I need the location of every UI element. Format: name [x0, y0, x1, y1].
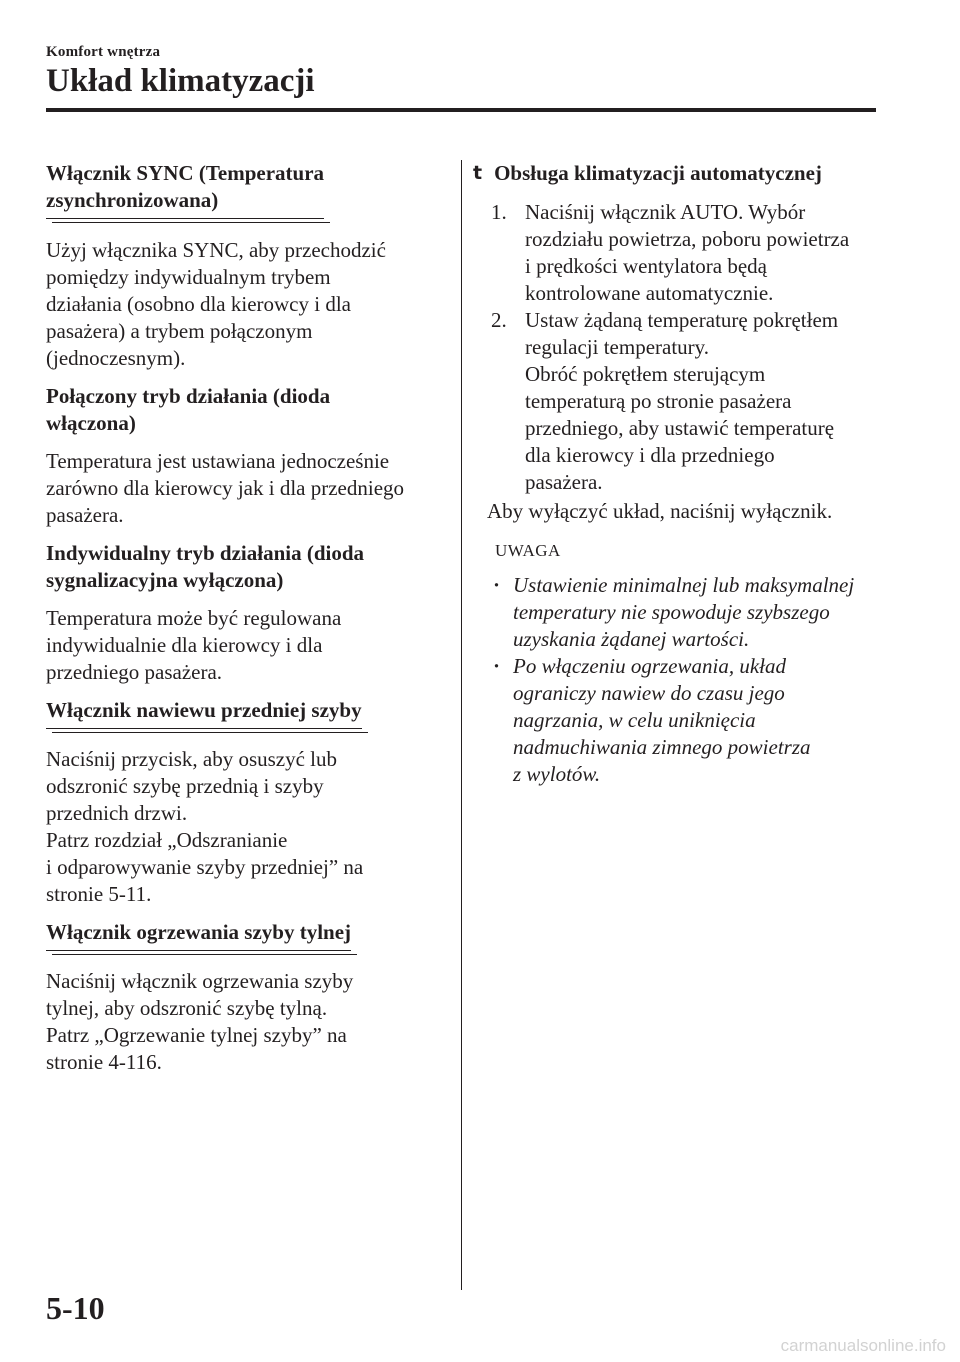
text-line: i odparowywanie szyby przedniej” na [46, 855, 364, 879]
paragraph-windshield-defroster [46, 746, 438, 908]
page-number: 5-10 [46, 1290, 105, 1326]
heading-individual-mode [46, 540, 438, 594]
paragraph-sync [46, 237, 438, 372]
text-line: indywidualnie dla kierowcy i dla [46, 633, 323, 657]
page-header [46, 44, 876, 100]
bullet-icon: · [493, 573, 501, 597]
text-line: włączona) [46, 411, 136, 435]
text-line: sygnalizacyjna wyłączona) [46, 568, 284, 592]
text-line: Patrz rozdział „Odszranianie [46, 828, 288, 852]
heading-sync-line1: Włącznik SYNC (Temperatura [46, 161, 325, 185]
right-column [473, 160, 887, 788]
text-line: z wylotów. [513, 762, 601, 786]
bullet-icon: · [493, 654, 501, 678]
text-line: regulacji temperatury. [525, 335, 710, 359]
text-line: dla kierowcy i dla przedniego [525, 443, 775, 467]
heading-combined-mode [46, 383, 438, 437]
text-line: działania (osobno dla kierowcy i dla [46, 292, 351, 316]
text-line: przednich drzwi. [46, 801, 188, 825]
text-line: Naciśnij włącznik AUTO. Wybór [525, 200, 806, 224]
heading-rear-defroster: Włącznik ogrzewania szyby tylnej [46, 919, 351, 951]
text-line: Temperatura może być regulowana [46, 606, 342, 630]
note-label: UWAGA [495, 541, 561, 560]
text-line: i prędkości wentylatora będą [525, 254, 767, 278]
text-line: Obróć pokrętłem sterującym [525, 362, 766, 386]
paragraph-combined-mode [46, 448, 438, 529]
page-title: Układ klimatyzacji [46, 63, 315, 99]
heading-text: Obsługa klimatyzacji automatycznej [494, 161, 822, 185]
text-line: przedniego pasażera. [46, 660, 223, 684]
text-line: nadmuchiwania zimnego powietrza [513, 735, 811, 759]
text-line: tylnej, aby odszronić szybę tylną. [46, 996, 328, 1020]
text-line: pasażera. [525, 470, 603, 494]
text-line: Połączony tryb działania (dioda [46, 384, 331, 408]
section-label: Komfort wnętrza [46, 44, 161, 60]
text-line: pasażera) a trybem połączonym [46, 319, 313, 343]
text-line: przedniego, aby ustawić temperaturę [525, 416, 835, 440]
text-line: stronie 4-116. [46, 1050, 162, 1074]
text-line: temperaturą po stronie pasażera [525, 389, 792, 413]
text-line: nagrzania, w celu uniknięcia [513, 708, 756, 732]
step-number: 1. [491, 200, 507, 224]
text-line: zarówno dla kierowcy jak i dla przedniego [46, 476, 405, 500]
list-item [487, 307, 887, 496]
paragraph-rear-defroster [46, 968, 438, 1076]
text-line: (jednoczesnym). [46, 346, 186, 370]
off-instruction: Aby wyłączyć układ, naciśnij wyłącznik. [487, 499, 833, 523]
text-line: odszronić szybę przednią i szyby [46, 774, 324, 798]
text-line: pomiędzy indywidualnym trybem [46, 265, 331, 289]
step-number: 2. [491, 308, 507, 332]
text-line: Temperatura jest ustawiana jednocześnie [46, 449, 390, 473]
paragraph-individual-mode [46, 605, 438, 686]
header-rule [46, 108, 876, 112]
text-line: ograniczy nawiew do czasu jego [513, 681, 785, 705]
section-marker-icon: t [473, 162, 483, 184]
left-column [46, 160, 438, 1087]
text-line: Naciśnij przycisk, aby osuszyć lub [46, 747, 338, 771]
watermark: carmanualsonline.info [780, 1336, 946, 1355]
list-item [487, 199, 887, 307]
text-line: Po włączeniu ogrzewania, układ [513, 654, 786, 678]
text-line: rozdziału powietrza, poboru powietrza [525, 227, 850, 251]
text-line: pasażera. [46, 503, 124, 527]
text-line: Patrz „Ogrzewanie tylnej szyby” na [46, 1023, 347, 1047]
column-divider [461, 160, 462, 1290]
text-line: Indywidualny tryb działania (dioda [46, 541, 365, 565]
heading-automatic-operation [473, 160, 887, 187]
text-line: Ustawienie minimalnej lub maksymalnej [513, 573, 855, 597]
text-line: Naciśnij włącznik ogrzewania szyby [46, 969, 354, 993]
text-line: Ustaw żądaną temperaturę pokrętłem [525, 308, 839, 332]
text-line: Użyj włącznika SYNC, aby przechodzić [46, 238, 386, 262]
list-item [487, 653, 887, 788]
list-item [487, 572, 887, 653]
text-line: temperatury nie spowoduje szybszego [513, 600, 830, 624]
heading-windshield-defroster: Włącznik nawiewu przedniej szyby [46, 697, 362, 729]
heading-sync [46, 160, 324, 219]
text-line: uzyskania żądanej wartości. [513, 627, 750, 651]
text-line: stronie 5-11. [46, 882, 152, 906]
text-line: kontrolowane automatycznie. [525, 281, 774, 305]
heading-sync-line2: zsynchronizowana) [46, 188, 219, 212]
